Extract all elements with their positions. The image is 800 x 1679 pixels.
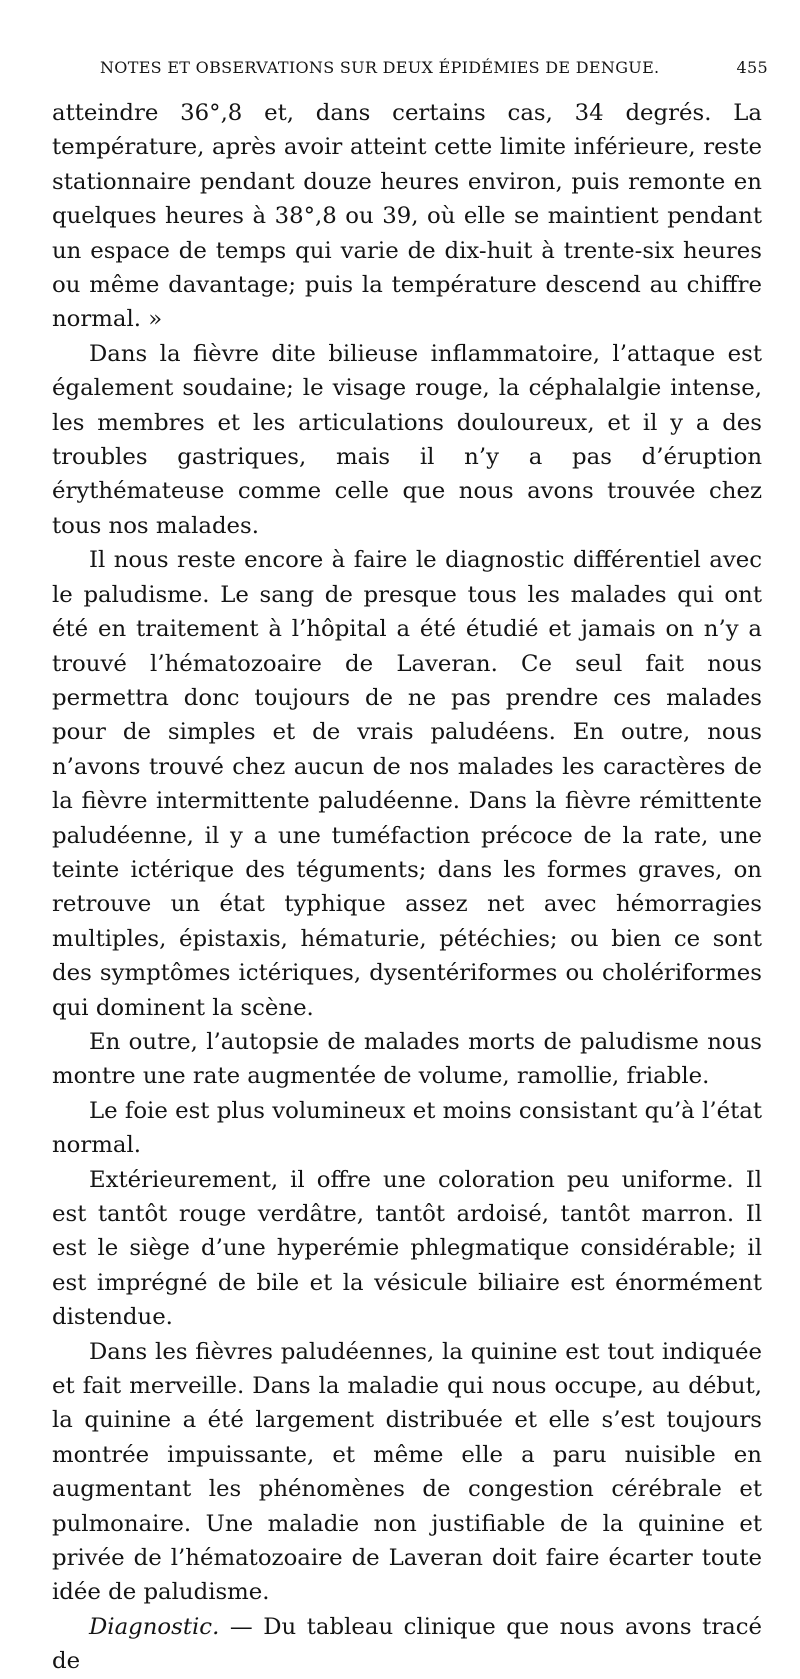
paragraph-exterior: Extérieurement, il offre une coloration peu uniforme. Il est tantôt rouge verdâtre, tantôt ardoisé, tantôt marron. Il est le siège d’une hyperémie phlegmatique considérable; il est imprégné de bile et la vésicule biliaire est énormément distendue. xyxy=(52,1166,762,1331)
diagnostic-text: — Du tableau clinique que nous avons tracé de xyxy=(52,1613,762,1675)
diagnostic-heading: Diagnostic. xyxy=(89,1613,220,1640)
body-text xyxy=(52,96,762,1679)
running-head xyxy=(100,58,768,77)
paragraph-continuation: atteindre 36°,8 et, dans certains cas, 34 degrés. La température, après avoir atteint cette limite inférieure, reste stationnaire pendant douze heures environ, puis remonte en quelques heures à 38°,8 ou 39, où elle se maintient pendant un espace de temps qui varie de dix-huit à trente-six heures ou même davantage; puis la température descend au chiffre normal. » xyxy=(52,100,762,333)
paragraph-malaria-diagnosis: Il nous reste encore à faire le diagnostic différentiel avec le paludisme. Le sang de presque tous les malades qui ont été en traitement à l’hôpital a été étudié et jamais on n’y a trouvé l’hématozoaire de Laveran. Ce seul fait nous permettra donc toujours de ne pas prendre ces malades pour de simples et de vrais paludéens. En outre, nous n’avons trouvé chez aucun de nos malades les caractères de la fièvre intermittente paludéenne. Dans la fièvre rémittente paludéenne, il y a une tuméfaction précoce de la rate, une teinte ictérique des téguments; dans les formes graves, on retrouve un état typhique assez net avec hémorragies multiples, épistaxis, hématurie, pétéchies; ou bien ce sont des symptômes ictériques, dysentériformes ou cholériformes qui dominent la scène. xyxy=(52,547,762,1021)
page-number: 455 xyxy=(736,58,768,77)
paragraph-diagnostic xyxy=(52,1610,762,1679)
paragraph-liver: Le foie est plus volumineux et moins consistant qu’à l’état normal. xyxy=(52,1097,762,1159)
paragraph-bilious-fever: Dans la fièvre dite bilieuse inflammatoire, l’attaque est également soudaine; le visage rouge, la céphalalgie intense, les membres et les articulations douloureux, et il y a des troubles gastriques, mais il n’y a pas d’éruption érythémateuse comme celle que nous avons trouvée chez tous nos malades. xyxy=(52,340,762,539)
paragraph-quinine: Dans les fièvres paludéennes, la quinine est tout indiquée et fait merveille. Dans la maladie qui nous occupe, au début, la quinine a été largement distribuée et elle s’est toujours montrée impuissante, et même elle a paru nuisible en augmentant les phénomènes de congestion cérébrale et pulmonaire. Une maladie non justifiable de la quinine et privée de l’hématozoaire de Laveran doit faire écarter toute idée de paludisme. xyxy=(52,1338,762,1606)
running-title: NOTES ET OBSERVATIONS SUR DEUX ÉPIDÉMIES DE DENGUE. xyxy=(100,58,660,77)
paragraph-autopsy: En outre, l’autopsie de malades morts de paludisme nous montre une rate augmentée de volume, ramollie, friable. xyxy=(52,1028,762,1090)
